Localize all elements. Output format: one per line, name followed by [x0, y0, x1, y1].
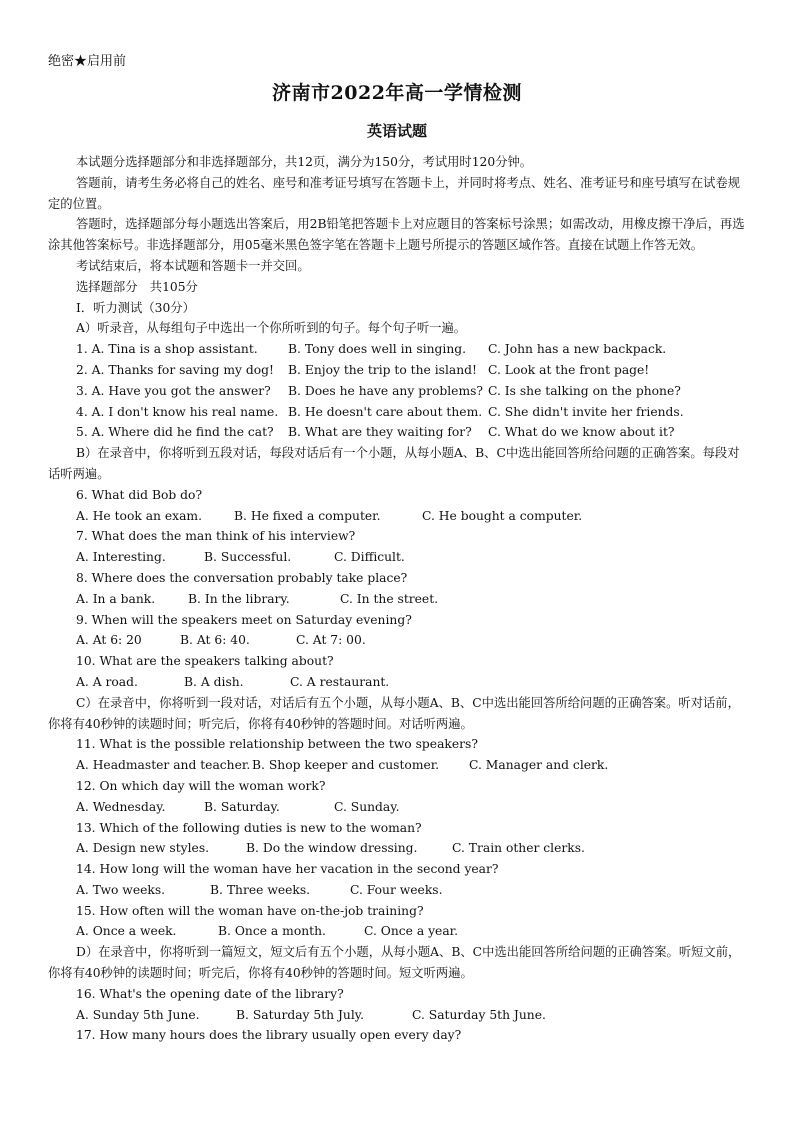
answer-option: C. He bought a computer.: [422, 508, 583, 523]
question-text: 11. What is the possible relationship between the two speakers?: [76, 737, 478, 752]
answer-option: C. Four weeks.: [350, 882, 443, 897]
answer-option: C. John has a new backpack.: [488, 342, 667, 357]
answer-option: C. What do we know about it?: [488, 425, 675, 440]
instruction-paragraph: 考试结束后，将本试题和答题卡一并交回。: [76, 258, 310, 273]
section-label: 选择题部分 共105分: [76, 279, 198, 294]
instruction-paragraph: 答题前，请考生务必将自己的姓名、座号和准考证号填写在答题卡上，并同时将考点、姓名、准考证号和座号填写在试卷规定的位置。: [48, 175, 741, 211]
section-b-items: [48, 485, 748, 693]
option-row: [48, 880, 748, 901]
option-row: [48, 360, 748, 381]
answer-option: B. Saturday 5th July.: [236, 1007, 365, 1022]
answer-option: C. A restaurant.: [290, 674, 390, 689]
exam-body: [48, 152, 748, 1046]
answer-option: B. Shop keeper and customer.: [252, 758, 440, 773]
exam-title: 济南市2022年高一学情检测: [272, 82, 522, 104]
option-row: [48, 589, 748, 610]
question-text: 8. Where does the conversation probably take place?: [76, 570, 408, 585]
option-row: [48, 339, 748, 360]
answer-option: 5. A. Where did he find the cat?: [76, 425, 274, 440]
answer-option: C. At 7: 00.: [296, 633, 366, 648]
option-row: [48, 506, 748, 527]
question-text: 9. When will the speakers meet on Saturday evening?: [76, 612, 412, 627]
answer-option: C. Manager and clerk.: [469, 758, 609, 773]
answer-option: B. Enjoy the trip to the island!: [288, 362, 477, 377]
section-c-intro: C）在录音中，你将听到一段对话，对话后有五个小题，从每小题A、B、C中选出能回答所给问题的正确答案。听对话前，你将有40秒钟的读题时间；听完后，你将有40秒钟的答题时间。对话听两遍。: [48, 695, 740, 731]
instruction-paragraph: 答题时，选择题部分每小题选出答案后，用2B铅笔把答题卡上对应题目的答案标号涂黑；如需改动，用橡皮擦干净后，再选涂其他答案标号。非选择题部分，用05毫米黑色签字笔在答题卡上题号所提示的答题区域作答。直接在试题上作答无效。: [48, 217, 745, 253]
question-text: 12. On which day will the woman work?: [76, 778, 326, 793]
part-heading: Ⅰ．听力测试（30分）: [76, 300, 195, 315]
answer-option: A. Sunday 5th June.: [76, 1007, 200, 1022]
option-row: [48, 672, 748, 693]
answer-option: B. Once a month.: [218, 924, 326, 939]
section-c-items: [48, 734, 748, 942]
question-text: 10. What are the speakers talking about?: [76, 654, 334, 669]
question-text: 15. How often will the woman have on-the-job training?: [76, 903, 424, 918]
section-a-intro: A）听录音，从每组句子中选出一个你所听到的句子。每个句子听一遍。: [76, 321, 467, 336]
answer-option: C. Difficult.: [334, 550, 405, 565]
answer-option: C. She didn't invite her friends.: [488, 404, 684, 419]
exam-subtitle: 英语试题: [366, 122, 427, 140]
answer-option: B. Do the window dressing.: [246, 841, 418, 856]
answer-option: B. Tony does well in singing.: [288, 342, 467, 357]
answer-option: C. Saturday 5th June.: [412, 1007, 546, 1022]
answer-option: B. At 6: 40.: [180, 633, 250, 648]
question-text: 17. How many hours does the library usually open every day?: [76, 1028, 462, 1043]
question-text: 16. What's the opening date of the library?: [76, 986, 344, 1001]
section-a-items: [48, 339, 748, 443]
answer-option: C. Is she talking on the phone?: [488, 383, 681, 398]
option-row: [48, 838, 748, 859]
instruction-paragraph: 本试题分选择题部分和非选择题部分，共12页，满分为150分，考试用时120分钟。: [76, 155, 533, 169]
question-text: 7. What does the man think of his interview?: [76, 529, 356, 544]
answer-option: B. He doesn't care about them.: [288, 404, 483, 419]
section-d-items: [48, 984, 748, 1046]
option-row: [48, 381, 748, 402]
answer-option: B. Does he have any problems?: [288, 383, 484, 398]
answer-option: B. A dish.: [184, 674, 244, 689]
question-text: 13. Which of the following duties is new to the woman?: [76, 820, 422, 835]
answer-option: A. Once a week.: [76, 924, 177, 939]
answer-option: C. Look at the front page!: [488, 362, 650, 377]
answer-option: C. Train other clerks.: [452, 841, 585, 856]
answer-option: A. Headmaster and teacher.: [76, 758, 251, 773]
option-row: [48, 797, 748, 818]
answer-option: A. At 6: 20: [76, 633, 142, 648]
answer-option: 2. A. Thanks for saving my dog!: [76, 362, 274, 377]
option-row: [48, 630, 748, 651]
answer-option: B. He fixed a computer.: [234, 508, 381, 523]
option-row: [48, 547, 748, 568]
answer-option: A. Design new styles.: [76, 841, 210, 856]
section-d-intro: D）在录音中，你将听到一篇短文，短文后有五个小题，从每小题A、B、C中选出能回答所给问题的正确答案。听短文前，你将有40秒钟的读题时间；听完后，你将有40秒钟的答题时间。短文听两遍。: [48, 945, 741, 981]
answer-option: B. What are they waiting for?: [288, 425, 472, 440]
confidential-label: 绝密★启用前: [48, 54, 127, 69]
answer-option: C. In the street.: [340, 591, 439, 606]
option-row: [48, 402, 748, 423]
answer-option: 3. A. Have you got the answer?: [76, 383, 271, 398]
answer-option: A. He took an exam.: [76, 508, 202, 523]
answer-option: 1. A. Tina is a shop assistant.: [76, 342, 258, 357]
answer-option: A. A road.: [76, 674, 138, 689]
answer-option: A. Two weeks.: [76, 882, 166, 897]
answer-option: B. Saturday.: [204, 799, 280, 814]
option-row: [48, 921, 748, 942]
option-row: [48, 755, 748, 776]
section-b-intro: B）在录音中，你将听到五段对话，每段对话后有一个小题，从每小题A、B、C中选出能回答所给问题的正确答案。每段对话听两遍。: [48, 446, 740, 481]
option-row: [48, 1005, 748, 1026]
answer-option: 4. A. I don't know his real name.: [76, 404, 279, 419]
answer-option: C. Once a year.: [364, 924, 459, 939]
question-text: 14. How long will the woman have her vacation in the second year?: [76, 862, 499, 877]
answer-option: B. In the library.: [188, 591, 290, 606]
answer-option: A. Interesting.: [76, 550, 166, 565]
answer-option: B. Successful.: [204, 550, 292, 565]
answer-option: C. Sunday.: [334, 799, 400, 814]
answer-option: A. Wednesday.: [76, 799, 166, 814]
question-text: 6. What did Bob do?: [76, 487, 203, 502]
option-row: [48, 422, 748, 443]
answer-option: B. Three weeks.: [210, 882, 311, 897]
answer-option: A. In a bank.: [76, 591, 156, 606]
